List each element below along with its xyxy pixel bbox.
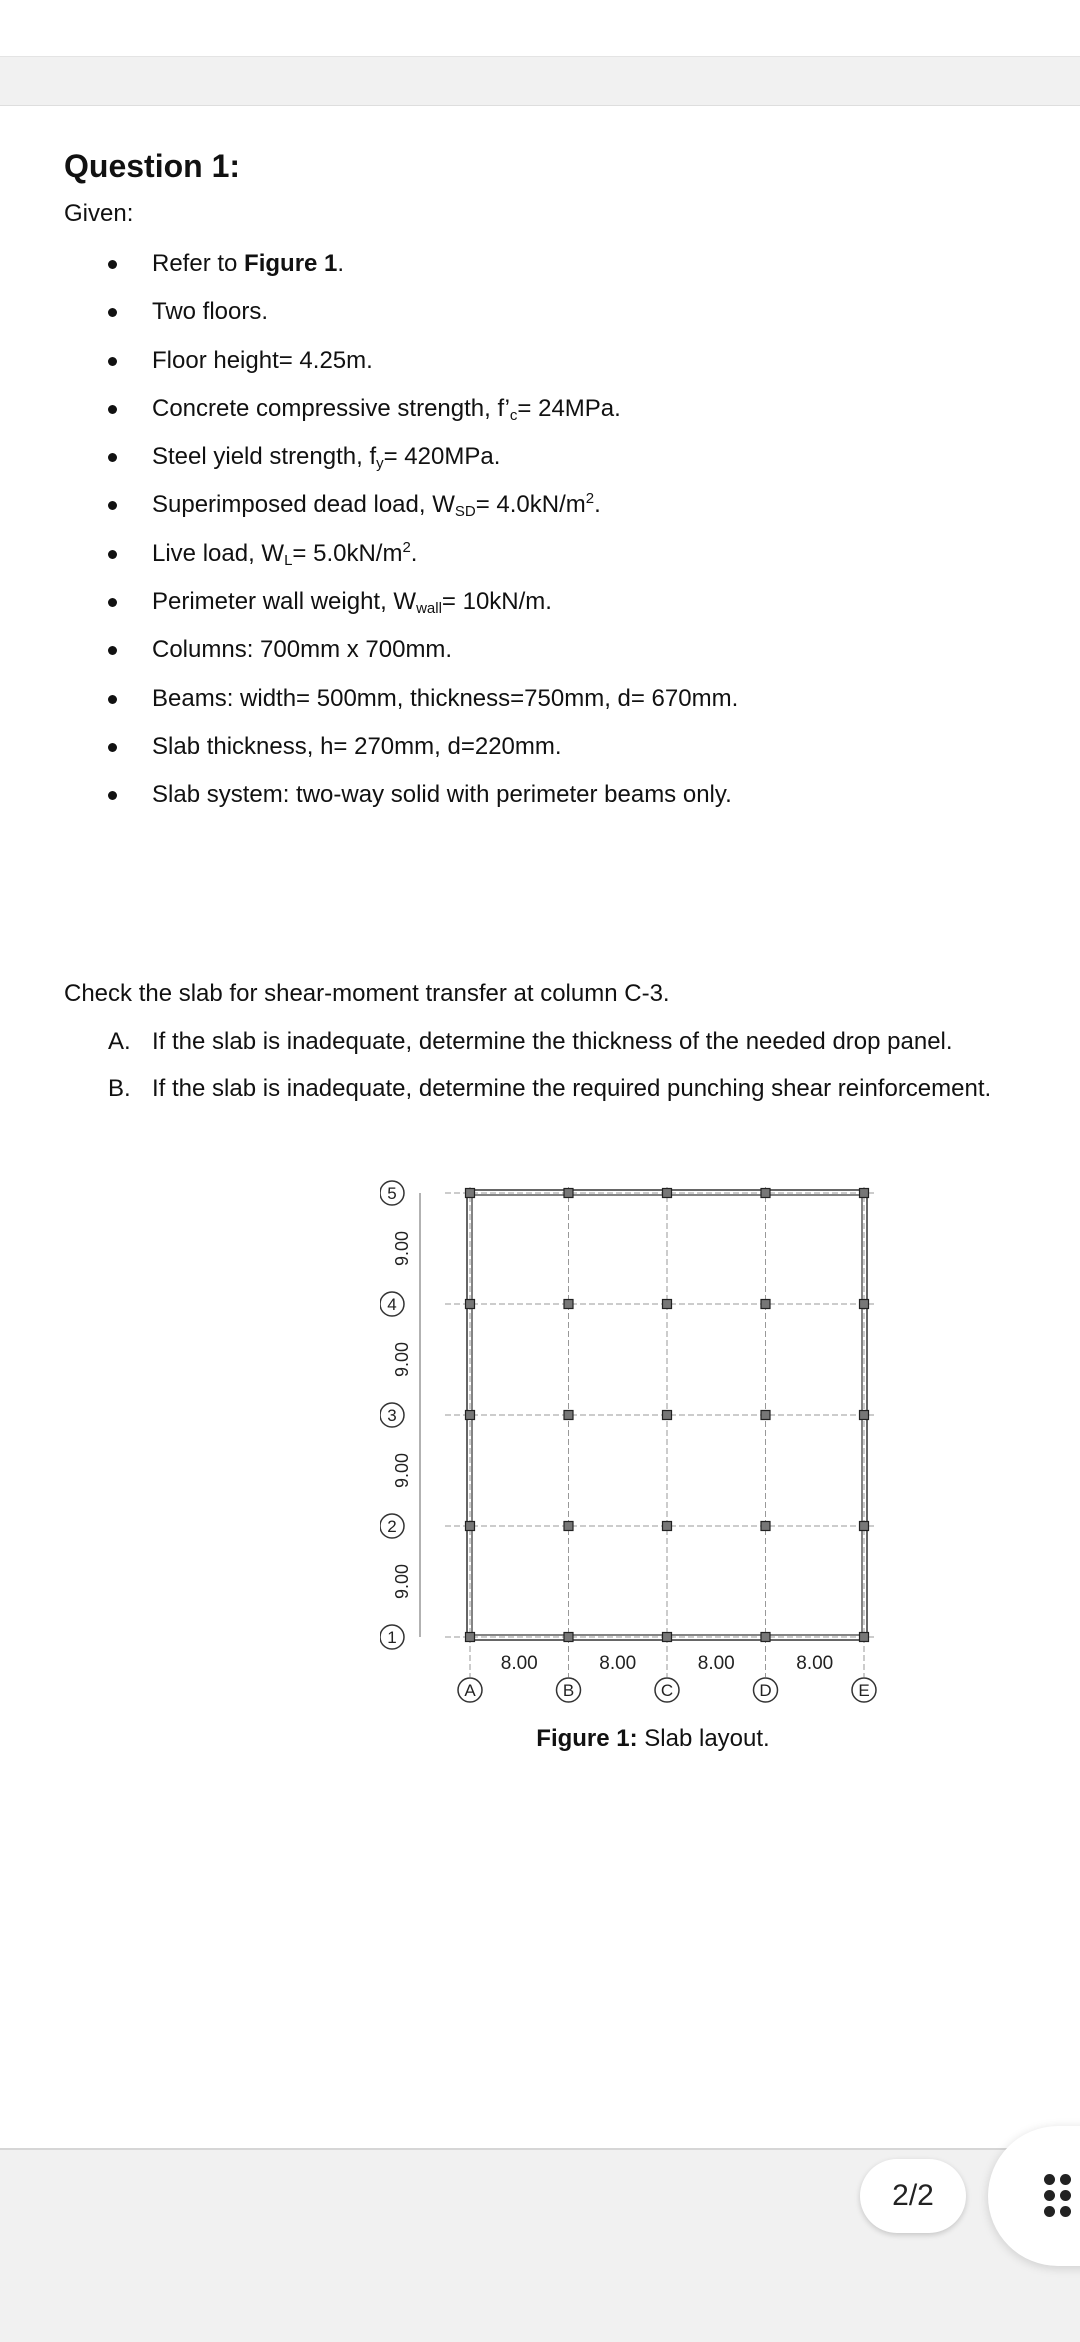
dot-icon [1060,2190,1071,2201]
bullet-icon [108,791,117,800]
bullet-icon [108,405,117,414]
column-B-1 [564,1633,573,1642]
dot-icon [1044,2190,1055,2201]
row-label: 2 [387,1517,397,1536]
column-D-1 [761,1633,770,1642]
given-item: Concrete compressive strength, $f’_c= 24MPa$. [64,393,738,441]
column-spacing-label: 8.00 [599,1653,637,1674]
bullet-icon [108,308,117,317]
bullet-icon [108,695,117,704]
bullet-icon [108,357,117,366]
column-C-1 [663,1633,672,1642]
column-D-4 [761,1300,770,1309]
column-spacing-label: 8.00 [697,1653,735,1674]
column-D-3 [761,1411,770,1420]
given-item: Slab system: two-way solid with perimeter beams only. [64,779,738,827]
option-item: A. If the slab is inadequate, determine the thickness of the needed drop panel. [108,1028,953,1055]
check-instruction: Check the slab for shear-moment transfer at column C-3. [64,980,670,1007]
column-A-5 [466,1189,475,1198]
dot-icon [1060,2206,1071,2217]
given-item: Live load, $W_L= 5.0kN/m^2$. [64,538,738,586]
bullet-icon [108,260,117,269]
bullet-icon [108,501,117,510]
bullet-icon [108,646,117,655]
bullet-icon [108,743,117,752]
column-B-4 [564,1300,573,1309]
column-E-4 [860,1300,869,1309]
column-C-5 [663,1189,672,1198]
column-E-2 [860,1522,869,1531]
column-E-5 [860,1189,869,1198]
column-C-2 [663,1522,672,1531]
row-label: 1 [387,1628,397,1647]
given-list [64,248,738,828]
options-list [64,1026,991,1120]
row-label: 5 [387,1184,397,1203]
column-B-5 [564,1189,573,1198]
page-indicator[interactable]: 2/2 [860,2159,966,2233]
column-B-2 [564,1522,573,1531]
given-item: Slab thickness, h= 270mm, d=220mm. [64,731,738,779]
given-item: Refer to Figure 1. [64,248,738,296]
given-item: Superimposed dead load, $W_{SD}= 4.0kN/m^2$. [64,489,738,537]
column-label: D [759,1681,772,1700]
row-spacing-label: 9.00 [392,1452,412,1489]
column-E-1 [860,1633,869,1642]
given-item: Columns: 700mm x 700mm. [64,634,738,682]
given-item: Floor height= 4.25m. [64,345,738,393]
column-E-3 [860,1411,869,1420]
column-C-4 [663,1300,672,1309]
dot-icon [1044,2206,1055,2217]
viewer-toolbar-band [0,57,1080,106]
given-item: Steel yield strength, $f_y= 420MPa$. [64,441,738,489]
column-spacing-label: 8.00 [796,1653,834,1674]
bullet-icon [108,453,117,462]
column-D-5 [761,1189,770,1198]
column-C-3 [663,1411,672,1420]
column-label: E [858,1681,870,1700]
given-item: Beams: width= 500mm, thickness=750mm, d= 670mm. [64,683,738,731]
row-spacing-label: 9.00 [392,1341,412,1378]
figure-caption: Figure 1: Slab layout. [536,1725,770,1752]
row-spacing-label: 9.00 [392,1230,412,1267]
column-D-2 [761,1522,770,1531]
column-A-4 [466,1300,475,1309]
row-label: 4 [387,1295,397,1314]
column-label: A [464,1681,476,1700]
column-label: B [562,1681,575,1700]
slab-layout-figure [380,1170,900,1710]
option-item: B. If the slab is inadequate, determine the required punching shear reinforcement. [108,1075,992,1102]
column-B-3 [564,1411,573,1420]
bullet-icon [108,598,117,607]
top-bar [0,0,1080,57]
column-spacing-label: 8.00 [500,1653,538,1674]
question-title: Question 1: [64,148,241,184]
bullet-icon [108,550,117,559]
column-A-3 [466,1411,475,1420]
dot-icon [1060,2174,1071,2185]
column-label: C [660,1681,674,1700]
given-item: Perimeter wall weight, $W_{wall}= 10kN/m$. [64,586,738,634]
row-label: 3 [387,1406,397,1425]
given-label: Given: [64,200,134,227]
dot-icon [1044,2174,1055,2185]
given-item: Two floors. [64,296,738,344]
column-A-1 [466,1633,475,1642]
column-A-2 [466,1522,475,1531]
row-spacing-label: 9.00 [392,1563,412,1600]
